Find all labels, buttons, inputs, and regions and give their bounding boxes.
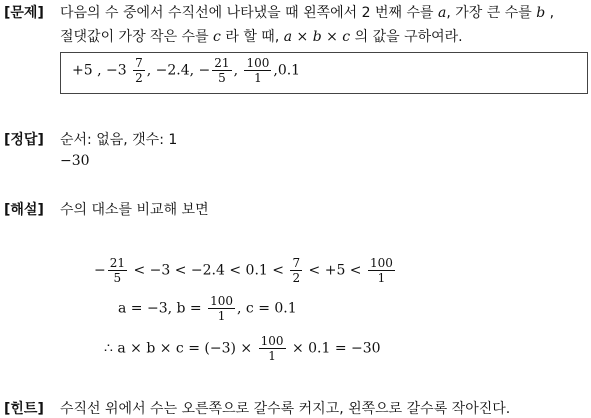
- explanation-intro: 수의 대소를 비교해 보면: [60, 202, 209, 218]
- problem-text: 절댓값이 가장 작은 수를: [60, 29, 214, 45]
- fraction-numerator: 100: [246, 56, 270, 70]
- explanation-tag: [해설]: [4, 202, 44, 218]
- fraction: [259, 334, 286, 363]
- number-item: −: [198, 62, 211, 79]
- variable-b: b: [536, 5, 546, 21]
- number-item: −3: [106, 62, 127, 79]
- number-item: +5 ,: [72, 62, 102, 79]
- fraction-denominator: 2: [135, 71, 143, 85]
- assignment-line: [118, 294, 297, 323]
- fraction: [290, 256, 302, 285]
- variable-c: c: [213, 29, 221, 45]
- math-text: × 0.1 = −30: [287, 340, 381, 357]
- fraction-denominator: 1: [254, 71, 262, 85]
- fraction-numerator: 100: [369, 256, 393, 270]
- fraction: [208, 294, 235, 323]
- fraction: [212, 56, 231, 85]
- math-text: a = −3, b =: [118, 300, 207, 317]
- product-line: [104, 334, 381, 363]
- number-list: [72, 56, 300, 85]
- math-text: , c = 0.1: [237, 300, 297, 317]
- fraction-denominator: 5: [218, 71, 226, 85]
- fraction-denominator: 1: [217, 309, 226, 323]
- inequality-line: [94, 256, 397, 285]
- fraction: [108, 256, 127, 285]
- problem-text: , 가장 큰 수를: [446, 5, 537, 21]
- math-text: < +5 <: [304, 262, 366, 279]
- number-item: ,0.1: [273, 62, 301, 79]
- fraction-numerator: 7: [135, 56, 143, 70]
- number-item: , −2.4,: [146, 62, 195, 79]
- problem-line-2: [60, 26, 463, 46]
- fraction-numerator: 100: [210, 294, 234, 308]
- problem-tag: [문제]: [4, 5, 44, 21]
- number-item: ,: [233, 62, 239, 79]
- fraction: [133, 56, 145, 85]
- product-expression: a × b × c: [283, 29, 351, 45]
- fraction-numerator: 21: [109, 256, 126, 270]
- problem-text: ,: [545, 5, 555, 21]
- answer-order-count: 순서: 없음, 갯수: 1: [60, 132, 178, 148]
- variable-a: a: [437, 5, 447, 21]
- problem-text: 의 값을 구하여라.: [350, 29, 463, 45]
- problem-line-1: [60, 2, 554, 22]
- math-text: ∴ a × b × c = (−3) ×: [104, 340, 257, 357]
- hint-text: 수직선 위에서 수는 오른쪽으로 갈수록 커지고, 왼쪽으로 갈수록 작아진다.: [60, 401, 511, 417]
- problem-text: 다음의 수 중에서 수직선에 나타냈을 때 왼쪽에서 2 번째 수를: [60, 5, 438, 21]
- answer-tag: [정답]: [4, 132, 44, 148]
- hint-tag: [힌트]: [4, 401, 44, 417]
- math-text: < −3 < −2.4 < 0.1 <: [129, 262, 289, 279]
- fraction-numerator: 7: [292, 256, 301, 270]
- problem-text: 라 할 때,: [220, 29, 284, 45]
- fraction-numerator: 100: [260, 334, 284, 348]
- fraction-denominator: 1: [268, 349, 276, 363]
- fraction-denominator: 2: [292, 271, 301, 285]
- fraction-denominator: 1: [377, 271, 386, 285]
- fraction: [368, 256, 395, 285]
- math-text: −: [94, 262, 106, 279]
- fraction: [244, 56, 271, 85]
- fraction-denominator: 5: [113, 271, 122, 285]
- fraction-numerator: 21: [214, 56, 230, 70]
- answer-value: −30: [60, 153, 90, 169]
